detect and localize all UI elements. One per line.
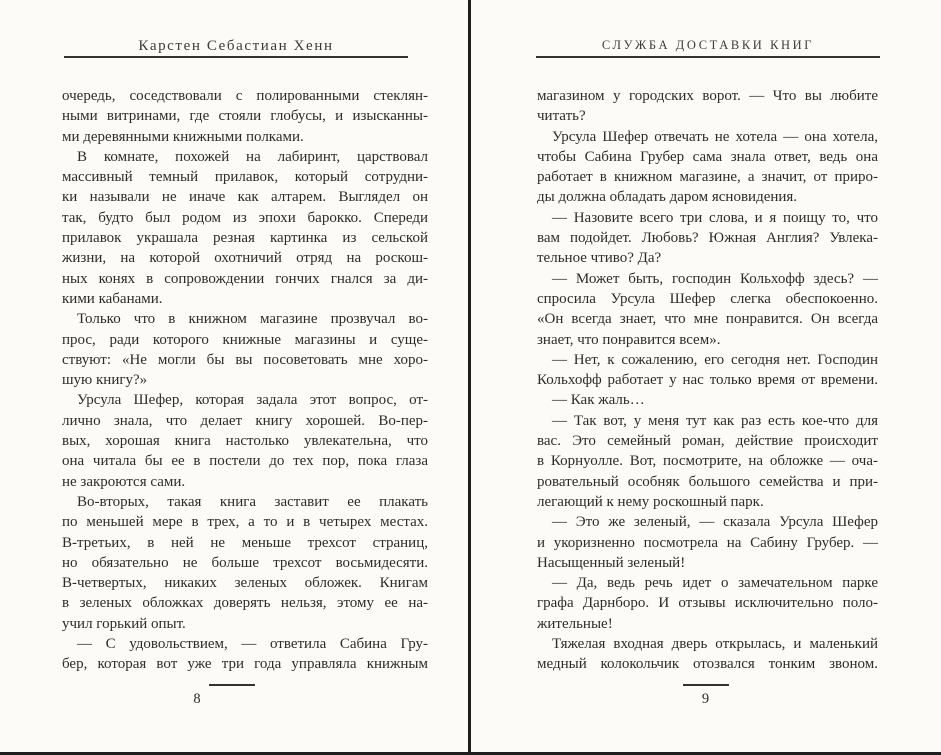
- page-body: [62, 86, 428, 675]
- paragraph: [62, 492, 428, 634]
- text-line: Во-вторых, такая книга заставит ее плакать: [77, 493, 428, 510]
- text-line: ды должна обладать даром ясновидения.: [537, 189, 798, 206]
- paragraph: [537, 269, 878, 350]
- text-line: В-третьих, в ней не меньше трехсот страниц,: [62, 534, 428, 551]
- text-line: медный колокольчик отозвался тонким звоном.: [537, 656, 878, 673]
- paragraph: [537, 512, 878, 573]
- text-line: бер, которая вот уже три года управляла книжным: [62, 656, 428, 673]
- text-line: массивный темный прилавок, который сотрудни-: [62, 169, 428, 186]
- text-line: жизни, на которой охотничий отряд на роскош-: [62, 250, 428, 267]
- text-line: Насыщенный зеленый!: [537, 554, 686, 571]
- text-line: не закроются сами.: [62, 473, 186, 490]
- page-body: [537, 86, 878, 675]
- text-line: вас. Это семейный роман, действие происходит: [537, 433, 878, 450]
- paragraph: [62, 634, 428, 675]
- text-line: легающий к нему роскошный парк.: [537, 493, 764, 510]
- running-head-book-title: СЛУЖБА ДОСТАВКИ КНИГ: [601, 38, 815, 52]
- footer-rule: [209, 684, 255, 686]
- left-page: [0, 0, 470, 755]
- text-line: ровательный особняк большого семейства и при-: [537, 473, 878, 490]
- text-line: — Да, ведь речь идет о замечательном парке: [552, 575, 878, 592]
- text-line: — Как жаль…: [552, 392, 645, 409]
- text-line: прилавок украшала резная картинка из сельской: [62, 230, 428, 247]
- text-line: и укоризненно посмотрела на Сабину Грубер. —: [537, 534, 878, 551]
- paragraph: [537, 634, 878, 675]
- text-line: прос, ради которого книжные магазины и суще-: [62, 331, 428, 348]
- paragraph: [537, 573, 878, 634]
- text-line: — Может быть, господин Кольхофф здесь? —: [552, 270, 878, 287]
- paragraph: [62, 309, 428, 390]
- header-rule: [64, 56, 408, 58]
- text-line: кими кабанами.: [62, 290, 163, 307]
- text-line: «Он всегда знает, что мне понравится. Он всегда: [537, 311, 878, 328]
- paragraph: [62, 390, 428, 491]
- page-number: 8: [193, 691, 201, 707]
- text-line: знает, что понравится всем».: [537, 331, 721, 348]
- text-line: но обязательно не больше трехсот восьмидесяти.: [62, 554, 428, 571]
- text-line: очередь, соседствовали с полированными стеклян-: [62, 88, 428, 104]
- bottom-edge-line: [0, 752, 941, 755]
- text-line: ными витринами, где стояли глобусы, и изысканны-: [62, 108, 428, 125]
- header-rule: [536, 56, 880, 58]
- text-line: — Так вот, у меня тут как раз есть кое-что для: [552, 412, 878, 429]
- text-line: шую книгу?»: [62, 372, 148, 389]
- footer-rule: [683, 684, 729, 686]
- paragraph: [62, 147, 428, 309]
- text-line: В-четвертых, никаких зеленых обложек. Книгам: [62, 575, 428, 592]
- text-line: Кольхофф работает у нас только время от времени.: [537, 372, 878, 389]
- paragraph: [537, 350, 878, 391]
- text-line: по меньшей мере в трех, а то и в четырех местах.: [62, 514, 428, 531]
- text-line: в зеленых обложках доверять нельзя, этому ее на-: [62, 595, 428, 612]
- text-line: ми деревянными книжными полками.: [62, 128, 304, 145]
- text-line: лично знала, что делает книгу хорошей. Во-пер-: [62, 412, 428, 429]
- text-line: ных конях в сопровождении гончих гнался за ди-: [62, 270, 428, 287]
- text-line: учил горький опыт.: [62, 615, 186, 632]
- text-line: Только что в книжном магазине прозвучал во-: [77, 311, 428, 328]
- text-line: — С удовольствием, — ответила Сабина Гру-: [77, 636, 428, 653]
- text-line: вых, хорошая книга настолько увлекательна, что: [62, 433, 428, 450]
- text-line: Урсула Шефер, которая задала этот вопрос, от-: [77, 392, 428, 409]
- spine-divider-line: [468, 0, 471, 755]
- text-line: графа Дарнборо. И отзывы исключительно поло-: [537, 595, 878, 612]
- text-line: она читала бы ее в постели до тех пор, пока глаза: [62, 453, 428, 470]
- right-page: [470, 0, 941, 755]
- text-line: в Корнуолле. Вот, посмотрите, на обложке — оча-: [537, 453, 878, 470]
- text-line: работает в книжном магазине, а значит, от приро-: [537, 169, 878, 186]
- running-head-author: Карстен Себастиан Хенн: [138, 38, 334, 54]
- text-line: Тяжелая входная дверь открылась, и маленький: [552, 636, 878, 653]
- text-line: чтобы Сабина Грубер сама знала ответ, ведь она: [537, 148, 878, 165]
- paragraph: [537, 86, 878, 127]
- text-line: — Это же зеленый, — сказала Урсула Шефер: [552, 514, 878, 531]
- paragraph: [537, 208, 878, 269]
- text-line: магазином у городских ворот. — Что вы любите: [537, 88, 878, 104]
- text-line: — Нет, к сожалению, его сегодня нет. Господин: [552, 351, 878, 368]
- paragraph: [537, 411, 878, 512]
- paragraph: [62, 86, 428, 147]
- paragraph: [537, 127, 878, 208]
- text-line: так, будто был родом из эпохи барокко. Спереди: [62, 209, 428, 226]
- text-line: тельное чтиво? Да?: [537, 250, 662, 267]
- text-line: ки называли не иначе как алтарем. Выглядел он: [62, 189, 428, 206]
- text-line: читать?: [537, 108, 586, 125]
- text-line: В комнате, похожей на лабиринт, царствовал: [77, 148, 428, 165]
- text-line: — Назовите всего три слова, и я поищу то, что: [552, 209, 878, 226]
- page-number: 9: [701, 691, 710, 707]
- text-line: вам подойдет. Любовь? Южная Англия? Увлека-: [537, 230, 878, 247]
- paragraph: [537, 390, 878, 410]
- text-line: спросила Урсула Шефер слегка обеспокоенно.: [537, 290, 878, 307]
- text-line: ствуют: «Не могли бы вы посоветовать мне хоро-: [62, 351, 428, 368]
- text-line: жительные!: [537, 615, 613, 632]
- text-line: Урсула Шефер отвечать не хотела — она хотела,: [552, 128, 878, 145]
